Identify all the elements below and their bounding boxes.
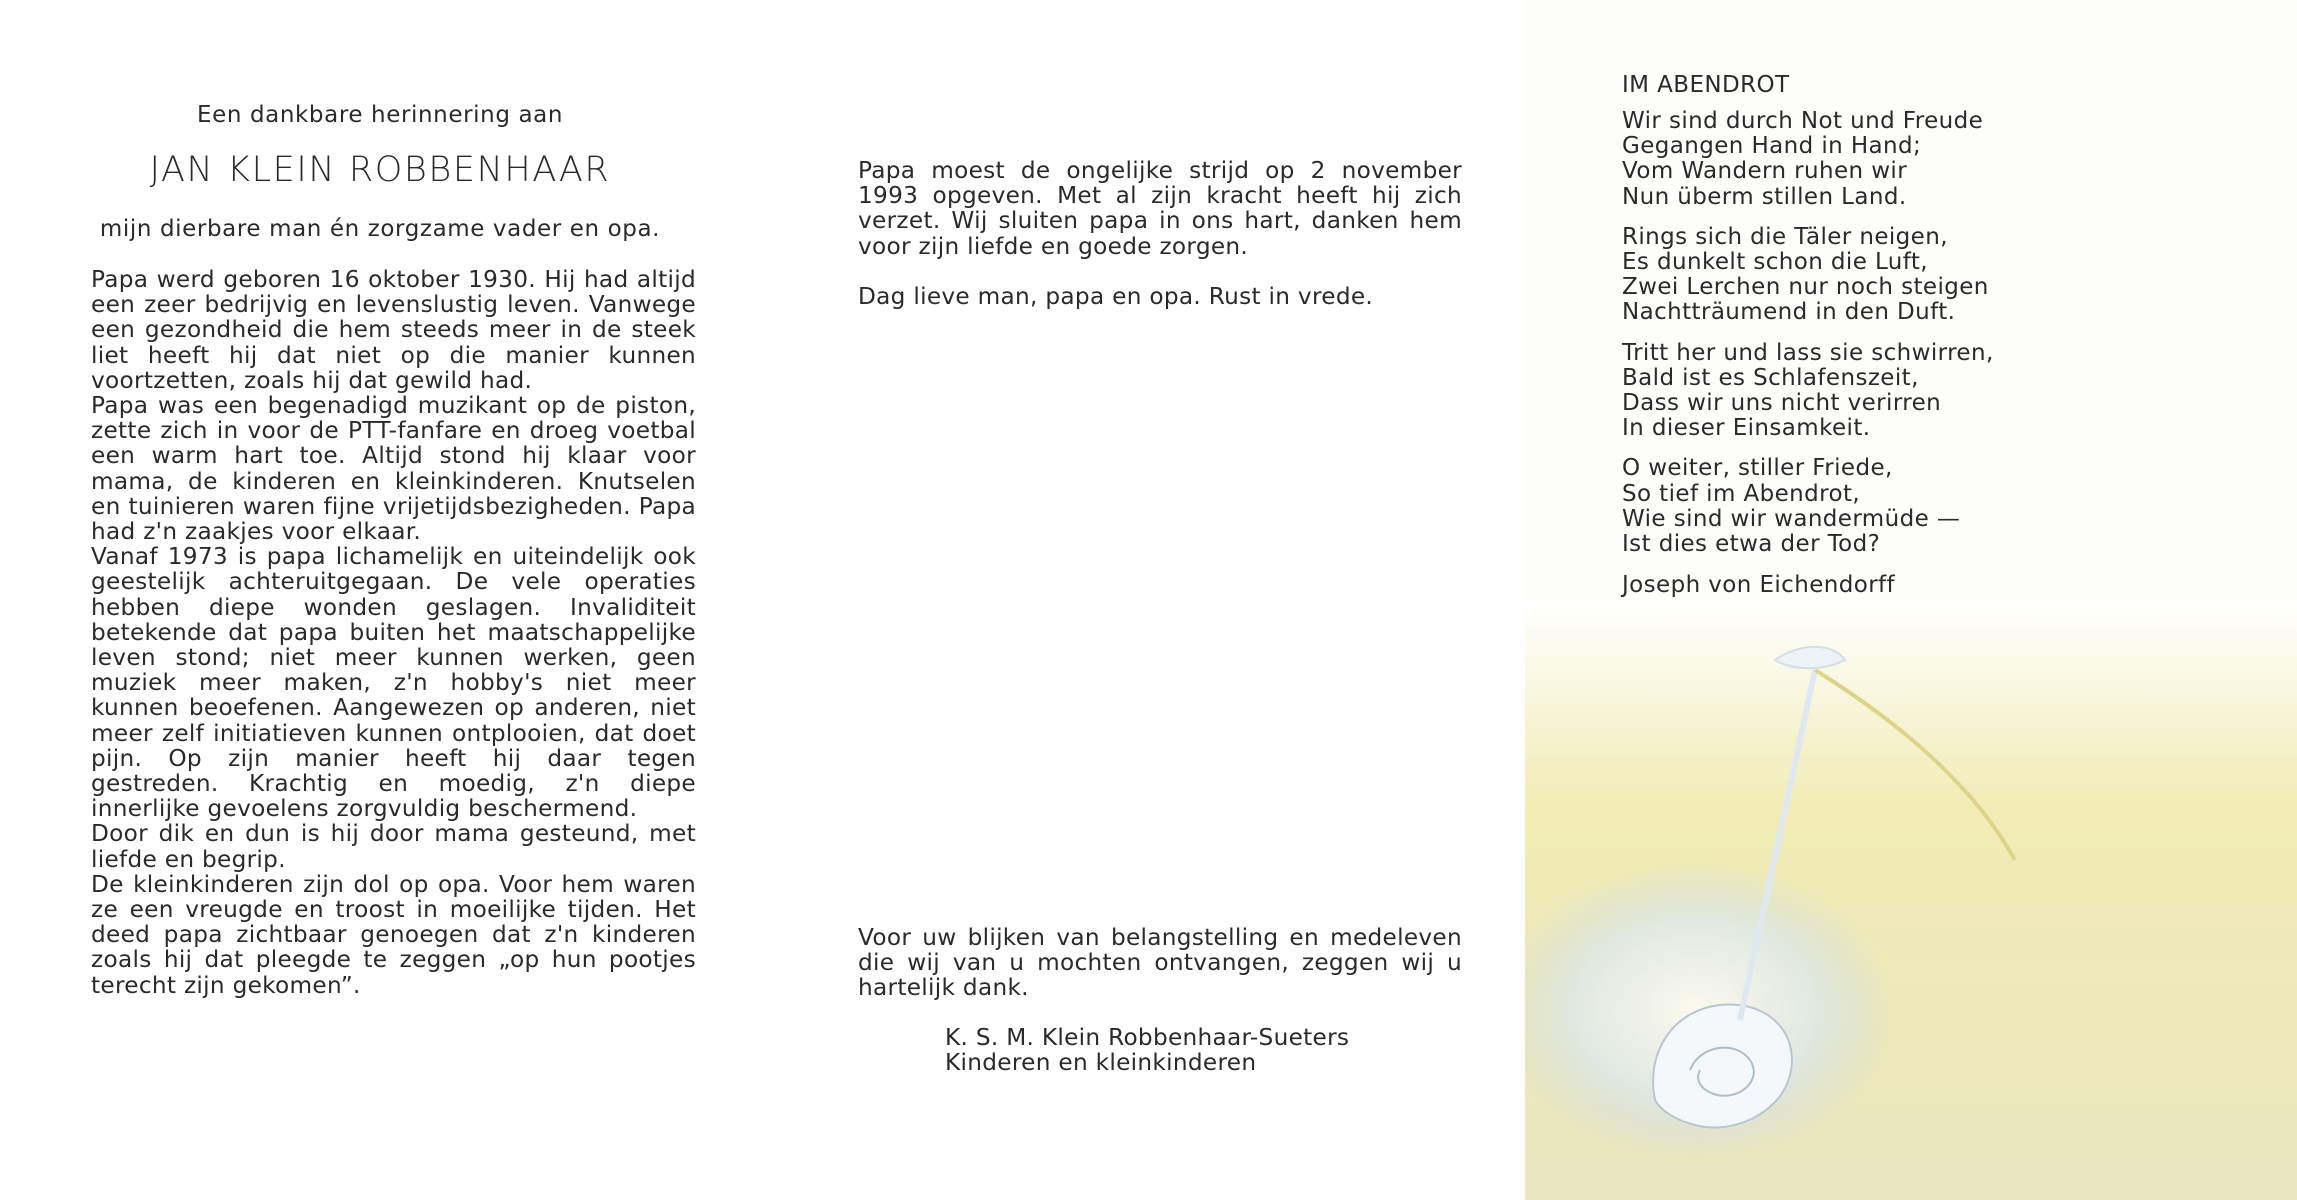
rose-illustration <box>1525 600 2297 1200</box>
bio-paragraph: Vanaf 1973 is papa lichamelijk en uiteindelijk ook geestelijk achteruitgegaan. De vele operaties hebben diepe wonden geslagen. Invaliditeit betekende dat papa buiten het maatschappelijke leven stond; niet meer kunnen werken, geen muziek meer maken, z'n hobby's niet meer kunnen beoefenen. Aangewezen op anderen, niet meer zelf initiatieven kunnen ontplooien, dat doet pijn. Op zijn manier heeft hij daar tegen gestreden. Krachtig en moedig, z'n diepe innerlijke gevoelens zorgvuldig beschermend. <box>91 543 696 823</box>
poem-line: Nun überm stillen Land. <box>1622 183 1907 210</box>
poem-line: Nachtträumend in den Duft. <box>1622 299 1956 326</box>
poem-line: Rings sich die Täler neigen, <box>1622 223 1948 250</box>
poem-line: Gegangen Hand in Hand; <box>1622 133 1922 160</box>
poem-author: Joseph von Eichendorff <box>1622 572 1896 599</box>
poem-stanza <box>1622 456 1994 557</box>
poem-line: Wie sind wir wandermüde — <box>1622 505 1961 532</box>
thanks-paragraph: Voor uw blijken van belangstelling en medeleven die wij van u mochten ontvangen, zeggen wij u hartelijk dank. <box>858 924 1462 1002</box>
poem-line: Ist dies etwa der Tod? <box>1622 531 1881 558</box>
poem-stanza <box>1622 109 1994 210</box>
deceased-name: JAN KLEIN ROBBENHAAR <box>149 150 611 190</box>
poem <box>1622 72 1994 598</box>
biography <box>91 267 696 998</box>
thanks-note <box>858 925 1462 1001</box>
poem-line: In dieser Einsamkeit. <box>1622 415 1871 442</box>
poem-line: O weiter, stiller Friede, <box>1622 455 1893 482</box>
signature-block <box>945 1025 1349 1075</box>
signer-line: K. S. M. Klein Robbenhaar-Sueters <box>945 1024 1350 1051</box>
poem-stanza <box>1622 225 1994 326</box>
farewell-paragraph: Papa moest de ongelijke strijd op 2 november 1993 opgeven. Met al zijn kracht heeft hij zich verzet. Wij sluiten papa in ons hart, danken hem voor zijn liefde en goede zorgen. <box>858 157 1462 260</box>
poem-line: Es dunkelt schon die Luft, <box>1622 249 1928 276</box>
poem-title: IM ABENDROT <box>1622 72 1790 98</box>
bio-paragraph: Papa werd geboren 16 oktober 1930. Hij had altijd een zeer bedrijvig en levenslustig leven. Vanwege een gezondheid die hem steeds meer in de steek liet heeft hij dat niet op die manier kunnen voortzetten, zoals hij dat gewild had. <box>91 266 696 394</box>
farewell-text <box>858 158 1462 309</box>
poem-line: Tritt her und lass sie schwirren, <box>1622 339 1994 366</box>
poem-line: Bald ist es Schlafenszeit, <box>1622 364 1919 391</box>
farewell-paragraph: Dag lieve man, papa en opa. Rust in vrede. <box>858 282 1374 310</box>
poem-line: Zwei Lerchen nur noch steigen <box>1622 274 1989 301</box>
left-panel <box>0 0 760 1200</box>
bio-paragraph: Door dik en dun is hij door mama gesteund, met liefde en begrip. <box>91 820 696 873</box>
bio-paragraph: De kleinkinderen zijn dol op opa. Voor hem waren ze een vreugde en troost in moeilijke tijden. Het deed papa zichtbaar genoegen dat z'n kinderen zoals hij dat pleegde te zeggen „op hun pootjes terecht zijn gekomen”. <box>91 870 696 999</box>
bio-paragraph: Papa was een begenadigd muzikant op de piston, zette zich in voor de PTT-fanfare en droeg voetbal een warm hart toe. Altijd stond hij klaar voor mama, de kinderen en kleinkinderen. Knutselen en tuinieren waren fijne vrijetijdsbezigheden. Papa had z'n zaakjes voor elkaar. <box>91 392 696 546</box>
poem-line: Vom Wandern ruhen wir <box>1622 158 1908 185</box>
poem-line: Wir sind durch Not und Freude <box>1622 108 1984 134</box>
intro-line: Een dankbare herinnering aan <box>196 102 564 128</box>
poem-line: So tief im Abendrot, <box>1622 480 1861 507</box>
poem-line: Dass wir uns nicht verirren <box>1622 390 1942 417</box>
signer-line: Kinderen en kleinkinderen <box>945 1049 1257 1077</box>
subtitle-line: mijn dierbare man én zorgzame vader en opa. <box>99 216 661 242</box>
poem-stanza <box>1622 341 1994 442</box>
